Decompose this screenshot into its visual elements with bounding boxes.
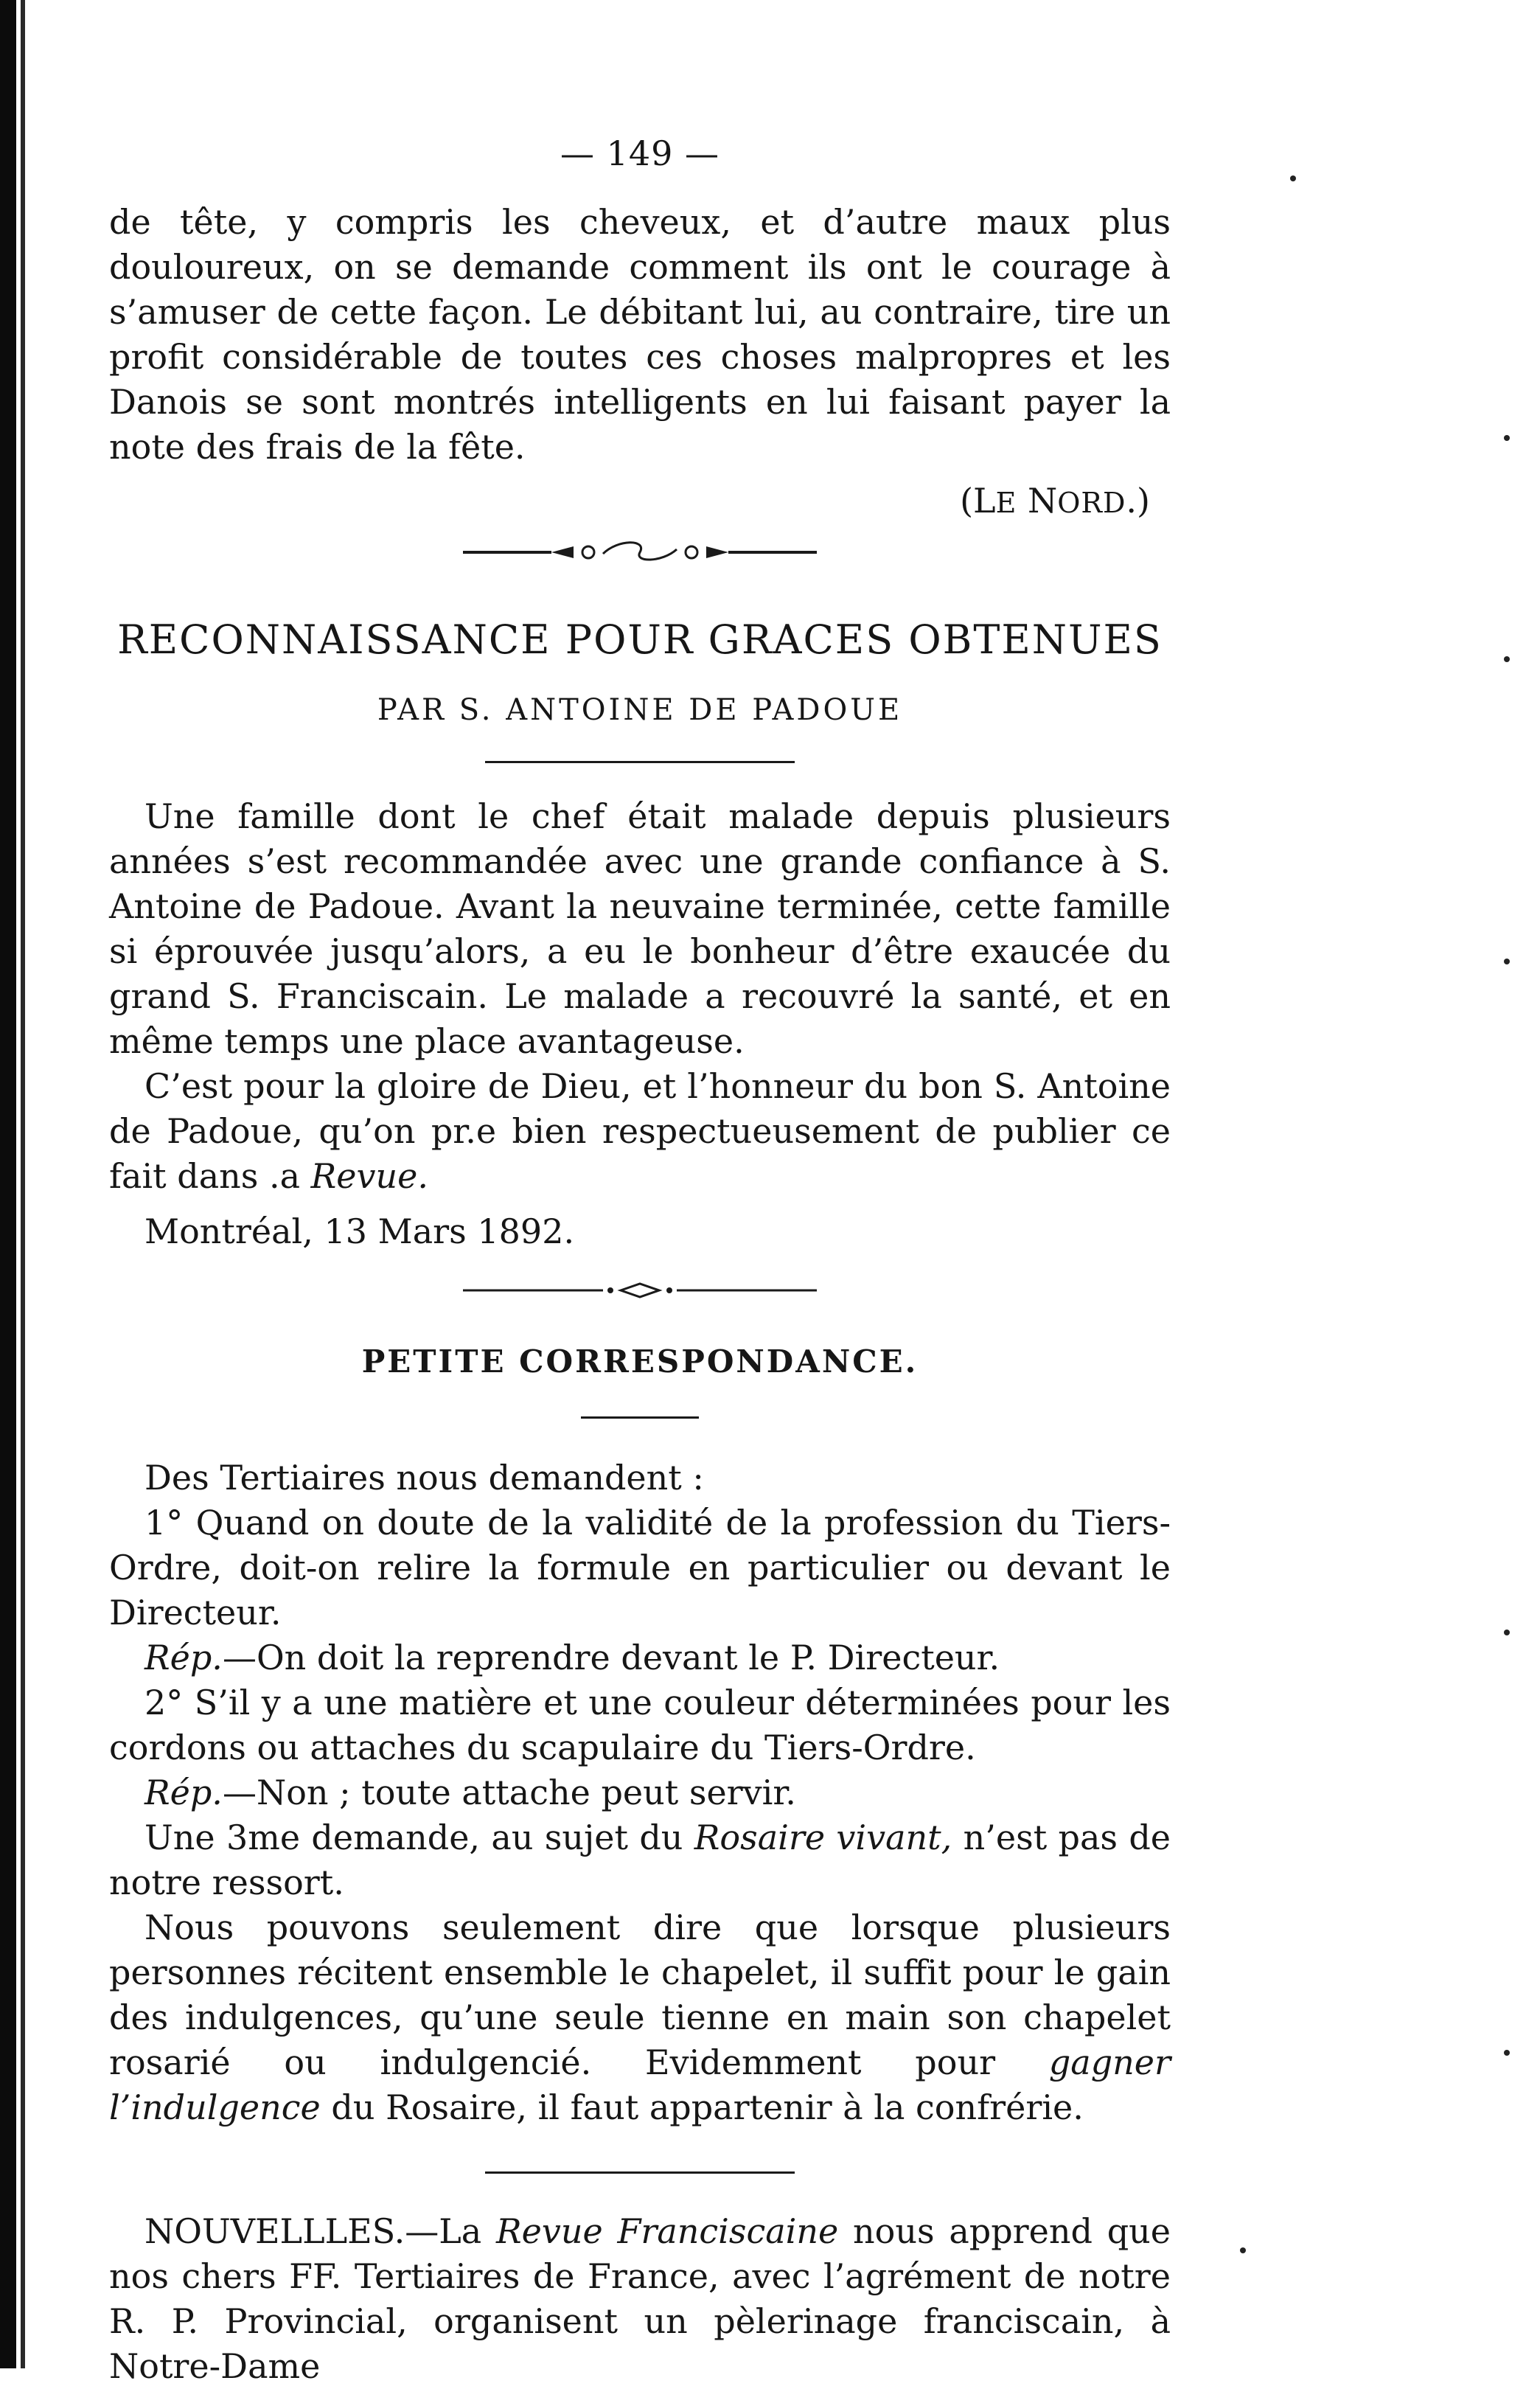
question-3-italic: Rosaire vivant, — [694, 1818, 952, 1857]
response-1-text: —On doit la reprendre devant le P. Directeur. — [222, 1638, 1000, 1677]
source-attribution — [109, 479, 1171, 526]
rep-label: Rép. — [144, 1638, 223, 1677]
response-2-text: —Non ; toute attache peut servir. — [222, 1773, 796, 1812]
section-title-reconnaissance: RECONNAISSANCE POUR GRACES OBTENUES — [117, 616, 1163, 663]
ornament-divider-1 — [463, 538, 817, 567]
correspondance-intro: Des Tertiaires nous demandent : — [144, 1458, 704, 1498]
scan-speck — [1504, 2050, 1510, 2056]
scan-speck — [1504, 1630, 1510, 1635]
divider-rule — [581, 1416, 699, 1419]
source-nord: N — [1027, 481, 1058, 521]
paragraph-2-italic: Revue. — [310, 1156, 428, 1196]
source-nord-smallcaps: ORD — [1057, 487, 1126, 519]
divider-rule — [485, 2171, 795, 2174]
indulgence-end: du Rosaire, il faut appartenir à la confrérie. — [331, 2087, 1084, 2127]
binding-shadow — [0, 0, 16, 2368]
source-close: .) — [1126, 481, 1150, 521]
news-text: nous apprend que nos chers FF. Tertiaires de France, avec l’agrément de notre R. P. Provincial, organisent un pèlerinage franciscain, à Notre-Dame — [109, 2211, 1171, 2386]
rep-label: Rép. — [144, 1773, 223, 1812]
source-le-smallcaps: E — [995, 487, 1017, 519]
question-3-start: Une 3me demande, au sujet du — [144, 1818, 683, 1857]
intro-paragraph: de tête, y compris les cheveux, et d’autre maux plus douloureux, on se demande comment ils ont le courage à s’amuser de cette façon. Le débitant lui, au contraire, tire un profit considérable de toutes ces choses malpropres et les Danois se sont montrés intelligents en lui faisant payer la note des frais de la fête. — [109, 202, 1171, 467]
question-3 — [109, 1815, 1171, 1905]
news-label: NOUVELLLES. — [144, 2211, 405, 2251]
question-3-end: n’est pas de notre ressort. — [109, 1818, 1171, 1902]
ornament-divider-2 — [463, 1279, 817, 1301]
news-dash: —La — [405, 2211, 482, 2251]
scan-speck — [1290, 175, 1296, 181]
response-2 — [109, 1770, 1171, 1815]
dateline: Montréal, 13 Mars 1892. — [144, 1211, 575, 1251]
section-subtitle: PAR S. ANTOINE DE PADOUE — [377, 693, 903, 727]
response-1 — [109, 1635, 1171, 1680]
reconnaissance-paragraph-2 — [109, 1064, 1171, 1199]
scan-speck — [1240, 2247, 1246, 2253]
news-paragraph — [109, 2209, 1171, 2389]
section-title-correspondance: PETITE CORRESPONDANCE. — [361, 1343, 919, 1380]
question-1: 1° Quand on doute de la validité de la profession du Tiers-Ordre, doit-on relire la formule en particulier ou devant le Directeur. — [109, 1503, 1171, 1632]
indulgence-start: Nous pouvons seulement dire que lorsque plusieurs personnes récitent ensemble le chapelet, il suffit pour le gain des indulgences, qu’une seule tienne en main son chapelet rosarié ou indulgencié. Evidemment pour — [109, 1908, 1171, 2082]
paragraph-2-text: C’est pour la gloire de Dieu, et l’honneur du bon S. Antoine de Padoue, qu’on pr.e bien respectueusement de publier ce fait dans .a — [109, 1066, 1171, 1196]
news-italic: Revue Franciscaine — [496, 2211, 839, 2251]
indulgence-italic: gagner l’indulgence — [109, 2042, 1171, 2127]
binding-shadow-inner — [21, 0, 25, 2368]
document-page — [109, 131, 1171, 2389]
page-number: — 149 — — [560, 133, 720, 173]
scan-speck — [1504, 959, 1510, 964]
indulgence-paragraph — [109, 1905, 1171, 2130]
divider-rule — [485, 761, 795, 763]
source-open: ( — [960, 481, 974, 521]
scan-speck — [1504, 435, 1510, 441]
scan-speck — [1504, 656, 1510, 662]
question-2: 2° S’il y a une matière et une couleur déterminées pour les cordons ou attaches du scapulaire du Tiers-Ordre. — [109, 1683, 1171, 1767]
reconnaissance-paragraph-1: Une famille dont le chef était malade depuis plusieurs années s’est recommandée avec une grande confiance à S. Antoine de Padoue. Avant la neuvaine terminée, cette famille si éprouvée jusqu’alors, a eu le bonheur d’être exaucée du grand S. Franciscain. Le malade a recouvré la santé, et en même temps une place avantageuse. — [109, 796, 1171, 1061]
source-le: L — [973, 481, 996, 521]
